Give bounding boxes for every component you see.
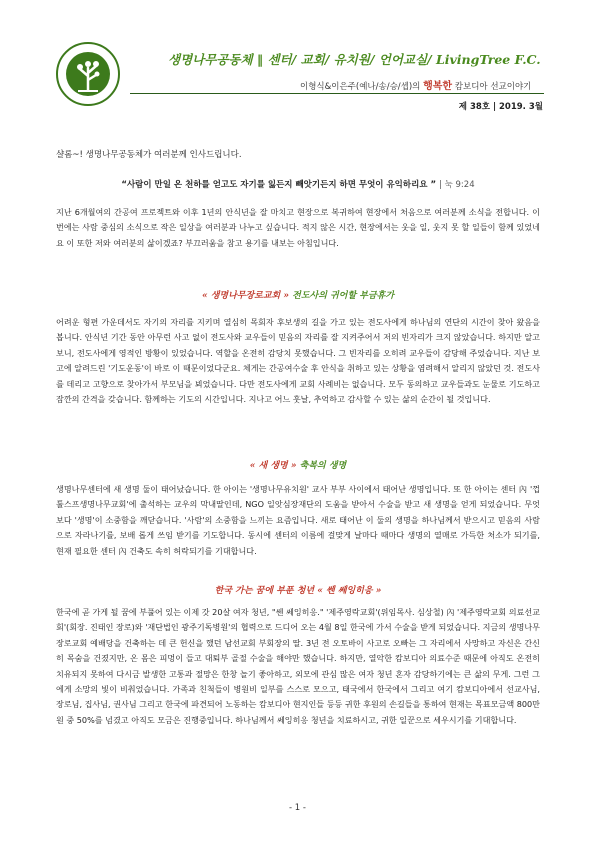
section-body-3: 한국에 곧 가게 될 꿈에 부풀어 있는 이제 갓 20살 여자 청년, "쎈 쎄잉히응." '제주영락교회'(위임목사. 심상철) 內 '제주영락교회 의료선교회'(회장. 진태인 장로)와 '재단법인 광주기독병원'의 협력으로 드디어 오는 4월 8일 한국에 가서 수술을 받게 되었습니다. 지금의 생명나무장로교회 예배당을 건축하는 데 큰 헌신을 했던 남선교회 부회장의 딸. 3년 전 오토바이 사고로 오빠는 그 자리에서 사망하고 자신은 간신히 목숨을 건졌지만, 온 몸은 피멍이 들고 대퇴부 골절 수술을 해야만 했습니다. 하지만, 열악한 캄보디아 의료수준 때문에 아직도 온전히 치유되지 못하여 다시금 발생한 고통과 절망은 한창 놀기 좋아하고, 외모에 관심 많은 여자 청년 혼자 감당하기에는 큰 삶의 무게. 그런 그에게 소망의 빛이 비춰었습니다. 가족과 친척들이 병원비 일부를 스스로 모으고, 태국에서 한국에서 그리고 여기 캄보디아에서 선교사님, 장로님, 집사님, 권사님 그리고 한국에 파견되어 노동하는 캄보디아 현지인들 등등 귀한 후원의 손길들을 통하여 현재는 목표모금액 800만원 중 50%를 넘겼고 아직도 모금은 진행중입니다. 하나님께서 쎄잉히응 청년을 치료하시고, 귀한 일꾼으로 세우시기를 기대합니다. <box>56 607 540 725</box>
intro-paragraph: 지난 6개월여의 간공여 프로젝트와 이후 1년의 안식년을 잘 마치고 현장으로 복귀하여 현장에서 처음으로 여러분께 소식을 전합니다. 이번에는 사람 중심의 소식으로 작은 일상을 여러분과 나누고 싶습니다. 적지 않은 시간, 현장에서는 웃을 일, 웃지 못 할 일들이 함께 있었네요 이 또한 저와 여러분의 삶이겠죠? 부끄러움을 참고 용기를 내보는 아침입니다. <box>56 207 540 248</box>
section-heading-3 <box>56 583 540 596</box>
subtitle-prefix: 이형식&이은주(예나/송/승/셉)의 <box>300 82 421 92</box>
section-body-2: 생명나무센터에 새 생명 둘이 태어났습니다. 한 아이는 '생명나무유치원' 교사 부부 사이에서 태어난 생명입니다. 또 한 아이는 센터 內 '껍툴스프생명나무교회'에 출석하는 교우의 막내딸인데, NGO 일앗심장재단의 도움을 받아서 수술을 받고 새 생명을 얻게 되었습니다. 무엇보다 '생명'이 소중함을 깨닫습니다. '사람'의 소중함을 느끼는 요즘입니다. 새로 태어난 이 둘의 생명을 하나님께서 받으시고 믿음의 사람으로 자라나기를, 보배 롭게 쓰임 받기를 기도합니다. 동시에 센터의 이름에 걸맞게 날마다 때마다 생명의 열매로 가득한 처소가 되기를, 현재 필요한 센터 內 건축도 속히 허락되기를 기대합니다. <box>56 484 540 556</box>
section-heading-2 <box>56 458 540 471</box>
quote-reference: | 눅 9:24 <box>439 180 475 190</box>
issue-number: 제 38호 | 2019. 3월 <box>458 102 543 112</box>
section-body-1: 어려운 형편 가운데서도 자기의 자리를 지키며 열심히 목회자 후보생의 길을 가고 있는 전도사에게 하나님의 연단의 시간이 찾아 왔음을 봅니다. 안식년 기간 동안 아무런 사고 없이 전도사와 교우들이 믿음의 자리를 잘 지켜주어서 저의 빈자리가 크지 않았습니다. 하지만 알고 보니, 전도사에게 영적인 방황이 있었습니다. 역할을 온전히 감당치 못했습니다. 그 빈자리를 오히려 교우들이 감당해 주었습니다. 지난 보고에 알려드린 '기도운동'이 바로 이 때문이었다군요. 체게는 간공여수술 후 안식을 취하고 있는 상황을 염려해서 알리지 않았던 것. 전도사를 데리고 고향으로 찾아가서 부모님을 뵈었습니다. 다만 전도사에게 교회 사례비는 없습니다. 모두 동의하고 교우들과도 눈물로 기도하고 잠깐의 간격을 갖습니다. 함께하는 기도의 시간입니다. 지나고 어느 훗날, 추억하고 감사할 수 있는 삶의 순간이 될 것입니다. <box>56 317 540 405</box>
living-tree-logo <box>56 42 120 106</box>
section-heading-3-red: 한국 가는 꿈에 부푼 청년 « 쎈 쎄잉히응 » <box>214 586 382 596</box>
newsletter-title: 생명나무공동체 ‖ 센터/ 교회/ 유치원/ 언어교실/ LivingTree F.C. <box>168 52 541 67</box>
page-number: - 1 - <box>289 803 306 813</box>
section-heading-1-green: 전도사의 귀어할 부금휴가 <box>292 291 395 301</box>
section-heading-1 <box>56 288 540 301</box>
quote-text: “사람이 만일 온 천하를 얻고도 자기를 잃든지 빼앗기든지 하면 무엇이 유익하리요 ” <box>121 180 437 190</box>
section-heading-1-red: « 생명나무장로교회 » <box>201 291 290 301</box>
section-heading-2-red: « 새 생명 » <box>249 461 297 471</box>
header-rule <box>130 93 544 94</box>
subtitle-highlight: 행복한 <box>423 81 453 92</box>
subtitle-suffix: 캄보디아 선교이야기 <box>454 82 532 92</box>
section-heading-2-green: 축복의 생명 <box>299 461 347 471</box>
greeting: 샬롬~! 생명나무공동체가 여러분께 인사드립니다. <box>56 150 242 160</box>
newsletter-subtitle <box>300 77 531 92</box>
scripture-quote <box>56 178 540 190</box>
